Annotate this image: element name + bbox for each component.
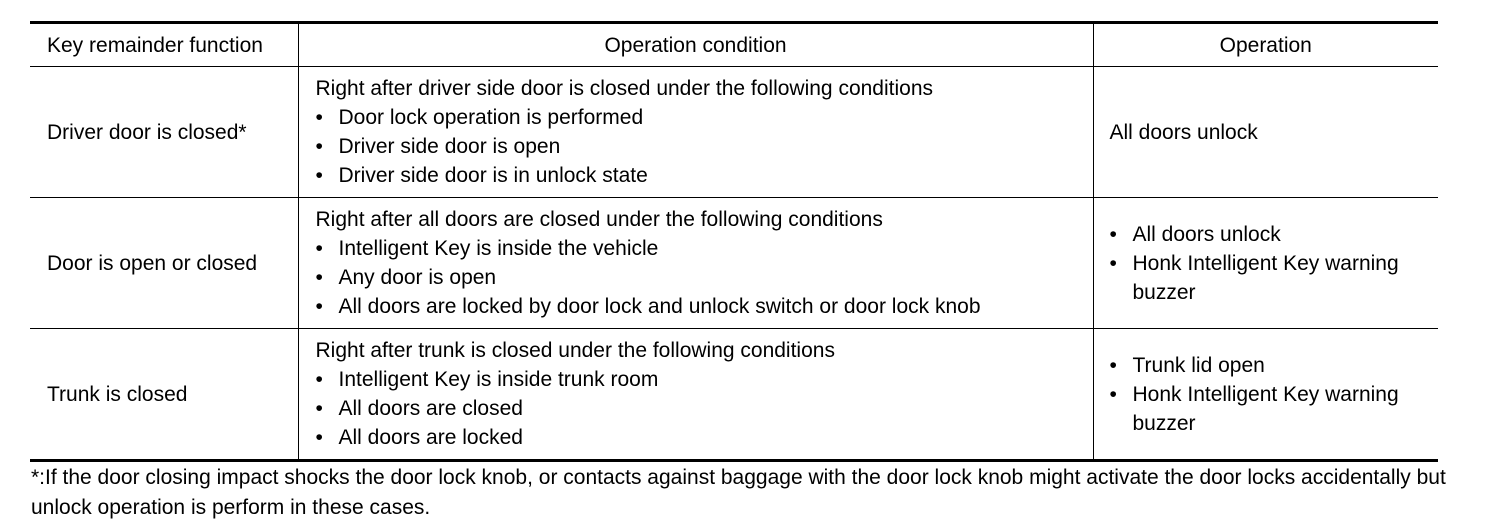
operation-item: • Honk Intelligent Key warning buzzer <box>1110 249 1439 307</box>
header-operation-condition: Operation condition <box>298 23 1093 67</box>
table-header-row <box>30 23 1438 67</box>
header-operation: Operation <box>1093 23 1438 67</box>
operation-item: • All doors unlock <box>1110 220 1439 249</box>
operation-cell <box>1093 329 1438 461</box>
operation-item: • Trunk lid open <box>1110 351 1439 380</box>
condition-list <box>316 103 1093 190</box>
condition-cell <box>298 67 1093 198</box>
operation-cell <box>1093 198 1438 329</box>
function-cell: Driver door is closed* <box>30 67 298 198</box>
condition-item: • Door lock operation is performed <box>316 103 1093 132</box>
condition-item: • Driver side door is in unlock state <box>316 161 1093 190</box>
table-row <box>30 198 1438 329</box>
header-key-remainder-function: Key remainder function <box>30 23 298 67</box>
condition-item: • Driver side door is open <box>316 132 1093 161</box>
condition-cell <box>298 198 1093 329</box>
operation-cell: All doors unlock <box>1093 67 1438 198</box>
footnote: *:If the door closing impact shocks the door lock knob, or contacts against baggage with the door lock knob might activate the door locks accidentally but unlock operation is perform in these cases. <box>31 466 1446 519</box>
condition-list <box>316 365 1093 452</box>
condition-list <box>316 234 1093 321</box>
condition-item: • Intelligent Key is inside trunk room <box>316 365 1093 394</box>
condition-item: • All doors are locked <box>316 423 1093 452</box>
condition-item: • Any door is open <box>316 263 1093 292</box>
operation-list <box>1110 220 1439 307</box>
function-cell: Door is open or closed <box>30 198 298 329</box>
function-cell: Trunk is closed <box>30 329 298 461</box>
table-row <box>30 67 1438 198</box>
condition-item: • Intelligent Key is inside the vehicle <box>316 234 1093 263</box>
condition-lead: Right after driver side door is closed under the following conditions <box>315 77 934 100</box>
table-row <box>30 329 1438 461</box>
key-reminder-table <box>30 21 1438 462</box>
condition-lead: Right after all doors are closed under the following conditions <box>315 208 883 231</box>
operation-item: • Honk Intelligent Key warning buzzer <box>1110 380 1439 438</box>
condition-item: • All doors are closed <box>316 394 1093 423</box>
condition-item: • All doors are locked by door lock and unlock switch or door lock knob <box>316 292 1093 321</box>
condition-lead: Right after trunk is closed under the following conditions <box>315 339 835 362</box>
condition-cell <box>298 329 1093 461</box>
operation-list <box>1110 351 1439 438</box>
